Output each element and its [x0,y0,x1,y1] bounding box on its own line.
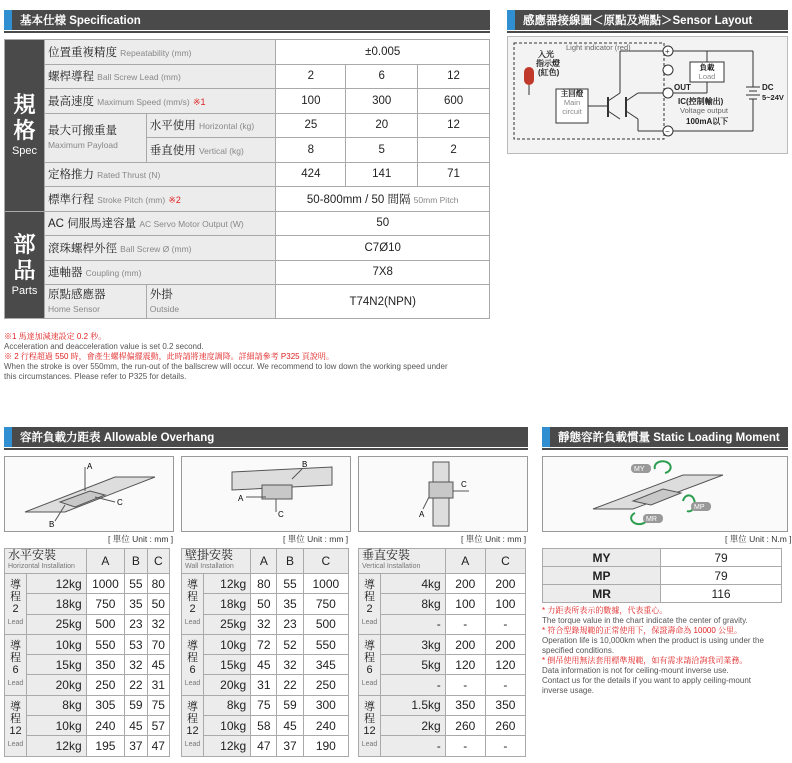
table-row [5,716,170,736]
overhang-value: 59 [277,695,303,715]
motor-value: 50 [276,211,490,236]
sensor-header [507,10,788,30]
overhang-value: 47 [147,736,169,756]
unit-moment: [ 單位 Unit : N.m ] [725,534,792,544]
lead-group-label: 導程 2 Lead [359,574,381,635]
load-weight: 15kg [27,655,87,675]
table-row [182,655,349,675]
svg-text:A: A [87,462,93,471]
table-row [5,736,170,756]
moment-slide-svg [543,457,787,531]
motor-label: AC 伺服馬達容量 AC Servo Motor Output (W) [44,211,275,236]
table-row [5,695,170,715]
table-row [359,695,526,715]
load-weight: 10kg [204,634,251,654]
lead-group-label: 導程 2 Lead [5,574,27,635]
moment-key: MR [543,585,661,603]
column-header: B [125,549,147,574]
overhang-value: 200 [445,574,485,594]
load-weight: 25kg [204,614,251,634]
spec-header [4,10,490,30]
light-indicator-cn: 入光 [538,50,554,59]
overhang-value: 1000 [303,574,348,594]
table-row [182,695,349,715]
load-weight: 20kg [27,675,87,695]
sensor-header-title: 感應器接線圖＜原點及端點＞Sensor Layout [523,15,753,27]
thrust-value: 424 [276,162,346,187]
payload-label: 最大可搬重量 Maximum Payload [44,113,146,162]
overhang-value: 195 [86,736,125,756]
light-indicator-label: Light indicator (red) [566,43,631,52]
installation-header: 水平安裝 Horizontal Installation [5,549,87,574]
horizontal-value: 25 [276,113,346,138]
load-weight: 18kg [204,594,251,614]
lead-value: 6 [346,64,418,89]
overhang-value: 240 [86,716,125,736]
vertical-value: 2 [418,138,490,163]
svg-text:C: C [278,510,284,519]
table-row [182,634,349,654]
light-indicator-cn2: 指示燈 [536,59,560,68]
overhang-value: 240 [303,716,348,736]
home-sensor-label: 原點感應器 Home Sensor [44,285,146,319]
table-row [359,594,526,614]
load-weight: 12kg [27,574,87,594]
repeatability-label: 位置重複精度 Repeatability (mm) [44,40,275,65]
dc-label: DC [762,83,774,92]
overhang-value: 50 [251,594,277,614]
overhang-value: 80 [147,574,169,594]
column-header: A [251,549,277,574]
moment-diagram [542,456,788,532]
moment-note-1: * 力距表所表示的數據，代表重心。 [542,606,668,615]
spec-table [4,39,490,319]
overhang-value: 57 [147,716,169,736]
svg-text:MP: MP [694,504,705,511]
svg-text:MR: MR [646,516,657,523]
load-weight: 15kg [204,655,251,675]
wall-load-table [181,548,349,757]
overhang-value: 50 [147,594,169,614]
installation-header: 壁掛安裝 Wall Installation [182,549,251,574]
overhang-value: 35 [277,594,303,614]
table-row [5,655,170,675]
load-weight: 25kg [27,614,87,634]
load-weight: 8kg [27,695,87,715]
table-row [182,614,349,634]
overhang-value: 250 [303,675,348,695]
overhang-value: 23 [277,614,303,634]
overhang-value: 200 [485,574,525,594]
load-weight: 8kg [381,594,446,614]
note-1-en: Acceleration and deacceleration value is set 0.2 second. [4,342,204,351]
load-weight: - [381,675,446,695]
overhang-value: 72 [251,634,277,654]
moment-key: MY [543,549,661,567]
load-weight: 10kg [27,716,87,736]
header-marker [542,427,550,447]
note-2-en-cont: this circumstances. Please refer to P325 for details. [4,372,187,381]
column-header: C [303,549,348,574]
overhang-value: 250 [86,675,125,695]
overhang-value: 37 [125,736,147,756]
overhang-value: 120 [485,655,525,675]
overhang-value: 350 [485,695,525,715]
load-label: 負載 Load [698,63,716,81]
table-row [182,594,349,614]
vertical-value: 5 [346,138,418,163]
table-row [359,675,526,695]
overhang-value: 80 [251,574,277,594]
lead-label: 螺桿導程 Ball Screw Lead (mm) [44,64,275,89]
svg-text:A: A [419,510,425,519]
overhang-value: 500 [303,614,348,634]
overhang-value: 59 [125,695,147,715]
table-row [182,736,349,756]
column-header: B [277,549,303,574]
load-weight: 18kg [27,594,87,614]
load-weight: 2kg [381,716,446,736]
load-weight: 20kg [204,675,251,695]
overhang-value: 75 [147,695,169,715]
overhang-value: 58 [251,716,277,736]
overhang-value: 345 [303,655,348,675]
overhang-value: 300 [303,695,348,715]
table-row [359,736,526,756]
table-row [5,614,170,634]
overhang-value: 70 [147,634,169,654]
load-weight: 3kg [381,634,446,654]
moment-note-3-en-cont: Contact us for the details if you want to apply ceiling-mount [542,676,751,685]
overhang-value: - [445,614,485,634]
overhang-value: 1000 [86,574,125,594]
vertical-diagram [358,456,528,532]
overhang-value: 35 [125,594,147,614]
overhang-value: 45 [277,716,303,736]
header-marker [4,10,12,30]
column-header: C [147,549,169,574]
speed-value: 300 [346,89,418,114]
vertical-load-table [358,548,526,757]
spec-side-label: 規格 Spec [5,40,45,212]
table-row [359,716,526,736]
lead-group-label: 導程 2 Lead [182,574,204,635]
overhang-value: 23 [125,614,147,634]
outside-label: 外掛 Outside [146,285,276,319]
overhang-value: - [485,675,525,695]
svg-text:A: A [238,494,244,503]
load-weight: 12kg [204,736,251,756]
coupling-value: 7X8 [276,260,490,285]
lead-group-label: 導程 6 Lead [5,634,27,695]
overhang-value: 75 [251,695,277,715]
load-weight: - [381,614,446,634]
overhang-value: 47 [251,736,277,756]
overhang-value: 32 [251,614,277,634]
moment-note-3: * 倒吊使用無法套用標準規範，如有需求請洽詢我司業務。 [542,656,748,665]
load-weight: 4kg [381,574,446,594]
overhang-value: 52 [277,634,303,654]
overhang-value: 260 [485,716,525,736]
horizontal-value: 20 [346,113,418,138]
sensor-diagram [507,36,788,154]
light-indicator-cn3: (紅色) [538,68,560,77]
horizontal-value: 12 [418,113,490,138]
installation-header: 垂直安裝 Vertical Installation [359,549,446,574]
out-label: OUT [674,83,691,92]
unit-horizontal: [ 單位 Unit : mm ] [108,534,174,544]
overhang-value: 45 [125,716,147,736]
moment-note-2-en-cont: specified conditions. [542,646,615,655]
svg-text:−: − [665,127,670,136]
overhang-value: 45 [147,655,169,675]
overhang-value: 32 [147,614,169,634]
stroke-value: 50-800mm / 50 間隔 50mm Pitch [276,187,490,212]
table-row [359,614,526,634]
lead-value: 2 [276,64,346,89]
load-weight: 5kg [381,655,446,675]
overhang-value: 750 [303,594,348,614]
vertical-slide-svg [359,457,527,531]
overhang-value: 500 [86,614,125,634]
unit-vertical: [ 單位 Unit : mm ] [461,534,527,544]
table-row [359,634,526,654]
table-row [5,634,170,654]
load-weight: 1.5kg [381,695,446,715]
column-header: A [86,549,125,574]
overhang-value: - [485,736,525,756]
overhang-value: - [485,614,525,634]
screw-label: 滾珠螺桿外徑 Ball Screw Ø (mm) [44,236,275,261]
moment-header-title: 靜態容許負載慣量 Static Loading Moment [558,432,780,444]
overhang-value: 22 [125,675,147,695]
svg-text:C: C [461,480,467,489]
overhang-value: 200 [445,634,485,654]
svg-text:MY: MY [634,466,645,473]
lead-group-label: 導程 6 Lead [182,634,204,695]
svg-text:C: C [117,498,123,507]
moment-note-3-en: Data information is not for ceiling-mount inverse use. [542,666,729,675]
wall-slide-svg [182,457,350,531]
repeatability-value: ±0.005 [276,40,490,65]
main-circuit-label: 主回燈 Main circuit [560,89,584,116]
svg-text:+: + [665,47,670,56]
overhang-value: 350 [445,695,485,715]
table-row [359,655,526,675]
load-weight: 10kg [27,634,87,654]
horizontal-slide-svg [5,457,173,531]
overhang-value: 100 [445,594,485,614]
screw-value: C7Ø10 [276,236,490,261]
overhang-value: 350 [86,655,125,675]
moment-header [542,427,788,447]
moment-note-3-en-cont2: inverse usage. [542,686,595,695]
speed-label: 最高速度 Maximum Speed (mm/s) ※1 [44,89,275,114]
ic-max-label: 100mA以下 [686,117,729,126]
lead-group-label: 導程 12 Lead [182,695,204,756]
speed-value: 600 [418,89,490,114]
svg-text:B: B [302,460,308,469]
overhang-value: 550 [86,634,125,654]
lead-value: 12 [418,64,490,89]
overhang-value: 305 [86,695,125,715]
overhang-value: 32 [277,655,303,675]
lead-group-label: 導程 12 Lead [359,695,381,756]
overhang-value: 55 [277,574,303,594]
svg-text:B: B [49,520,55,529]
thrust-value: 141 [346,162,418,187]
load-weight: 10kg [204,716,251,736]
stroke-label: 標準行程 Stroke Pitch (mm) ※2 [44,187,275,212]
note-2: ※ 2 行程超過 550 時，會產生螺桿偏擺震動，此時請將速度調降。詳細請參考 P325 頁說明。 [4,352,334,361]
lead-group-label: 導程 12 Lead [5,695,27,756]
overhang-value: - [445,736,485,756]
overhang-value: 100 [485,594,525,614]
table-row [182,574,349,594]
load-weight: 12kg [27,736,87,756]
column-header: C [485,549,525,574]
speed-value: 100 [276,89,346,114]
header-marker [507,10,515,30]
coupling-label: 連軸器 Coupling (mm) [44,260,275,285]
overhang-value: - [445,675,485,695]
thrust-label: 定格推力 Rated Thrust (N) [44,162,275,187]
parts-side-label: 部品 Parts [5,211,45,319]
ic-label: IC(控制輸出) [678,97,724,106]
overhang-value: 550 [303,634,348,654]
note-1: ※1 馬達加減速設定 0.2 秒。 [4,332,107,341]
unit-wall: [ 單位 Unit : mm ] [283,534,349,544]
vertical-label: 垂直使用 Vertical (kg) [146,138,276,163]
overhang-value: 750 [86,594,125,614]
dc-voltage-label: 5~24V [762,93,784,102]
moment-value: 116 [661,585,782,603]
spec-header-title: 基本仕様 Specification [20,15,141,27]
thrust-value: 71 [418,162,490,187]
table-row [5,675,170,695]
home-sensor-value: T74N2(NPN) [276,285,490,319]
overhang-header-title: 容許負載力距表 Allowable Overhang [20,432,215,444]
moment-key: MP [543,567,661,585]
overhang-value: 45 [251,655,277,675]
overhang-value: 190 [303,736,348,756]
overhang-value: 120 [445,655,485,675]
moment-note-1-en: The torque value in the chart indicate the center of gravity. [542,616,748,625]
table-row [5,574,170,594]
load-weight: 12kg [204,574,251,594]
moment-table [542,548,782,603]
table-row [359,574,526,594]
table-row [5,594,170,614]
lead-group-label: 導程 6 Lead [359,634,381,695]
horizontal-label: 水平使用 Horizontal (kg) [146,113,276,138]
overhang-value: 55 [125,574,147,594]
overhang-value: 53 [125,634,147,654]
overhang-value: 22 [277,675,303,695]
wall-diagram [181,456,351,532]
moment-note-2: * 符合型錄規範的正常使用下，保證壽命為 10000 公里。 [542,626,743,635]
note-2-en: When the stroke is over 550mm, the run-out of the ballscrew will occur. We recommend to low down the working speed under [4,362,448,371]
moment-value: 79 [661,549,782,567]
load-weight: - [381,736,446,756]
table-row [182,675,349,695]
vertical-value: 8 [276,138,346,163]
overhang-value: 31 [251,675,277,695]
overhang-header [4,427,528,447]
overhang-value: 260 [445,716,485,736]
overhang-value: 37 [277,736,303,756]
horizontal-diagram [4,456,174,532]
moment-note-2-en: Operation life is 10,000km when the product is using under the [542,636,764,645]
moment-value: 79 [661,567,782,585]
header-marker [4,427,12,447]
load-weight: 8kg [204,695,251,715]
overhang-value: 200 [485,634,525,654]
table-row [182,716,349,736]
overhang-value: 32 [125,655,147,675]
overhang-value: 31 [147,675,169,695]
horizontal-load-table [4,548,170,757]
column-header: A [445,549,485,574]
ic-en-label: Voltage output [680,106,728,115]
